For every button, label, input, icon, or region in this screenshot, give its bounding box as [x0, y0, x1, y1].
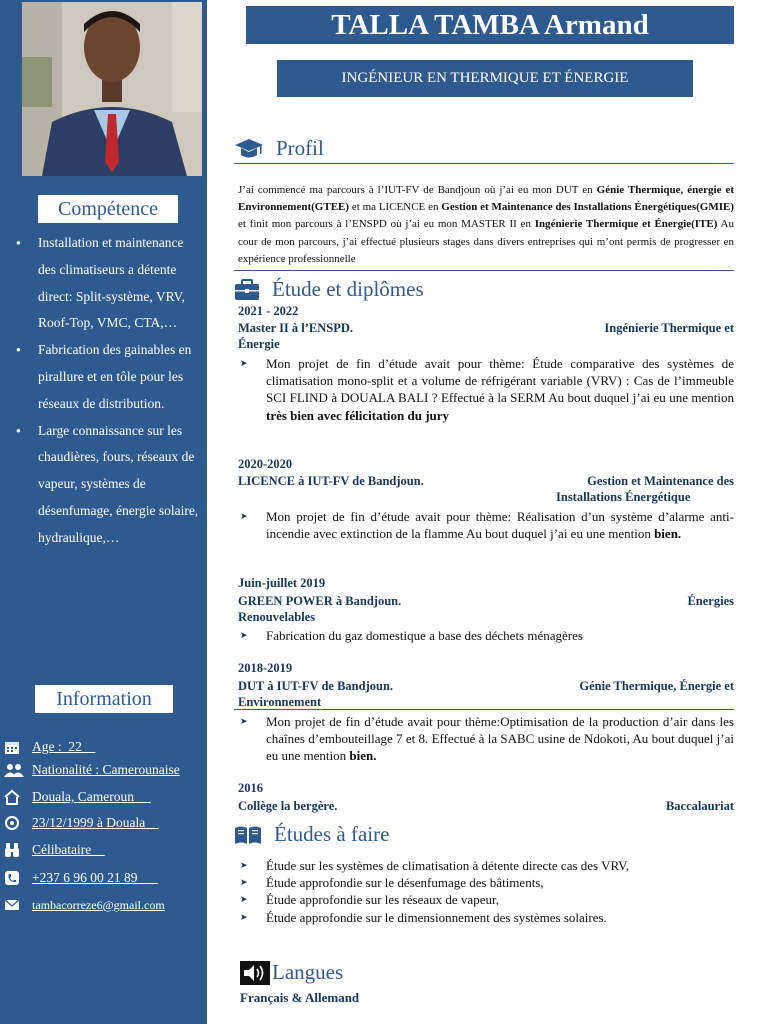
profile-text — [238, 182, 734, 268]
edu-date: 2021 - 2022 — [238, 304, 299, 318]
todo-heading-row — [234, 822, 389, 847]
edu-field: Génie Thermique, Énergie et — [579, 679, 734, 693]
education-heading-row — [234, 277, 424, 302]
info-marital-text: Célibataire — [32, 842, 105, 857]
edu-desc-text: Mon projet de fin d’étude avait pour thème: Étude comparative des systèmes de climatisation mono-split et a volume de réfrigérant variable (VRV) : Cas de l’immeuble SCI FLIND à DOUALA BALI ? Effectué à la SERM Au bout duquel j’ai eu une mention — [266, 356, 734, 406]
profile-bold-part: Ingénierie Thermique et Énergie(ITE) — [534, 218, 718, 231]
todo-heading: Études à faire — [274, 822, 390, 846]
languages-heading: Langues — [272, 960, 344, 984]
edu-degree-line — [238, 678, 734, 695]
speaker-icon — [240, 961, 270, 985]
info-nationality — [4, 758, 204, 782]
todo-item: ➤ Étude sur les systèmes de climatisation à détente directe cas des VRV, — [238, 857, 734, 874]
info-phone — [4, 866, 204, 890]
edu-field-cont: Environnement — [238, 695, 322, 709]
skills-list — [14, 230, 200, 552]
edu-field: Baccalauriat — [665, 799, 734, 813]
edu-field-cont: Renouvelables — [238, 610, 316, 624]
info-age — [4, 735, 204, 759]
skill-item: ● Large connaissance sur les chaudières, fours, réseaux de vapeur, systèmes de désenfumage, énergie solaire, hydraulique,… — [14, 418, 200, 552]
edu-description — [238, 508, 734, 542]
edu-date: 2020-2020 — [238, 457, 293, 471]
binoculars-icon — [4, 842, 32, 858]
profile-text-part: et ma LICENCE en — [349, 201, 442, 214]
edu-degree: DUT à IUT-FV de Bandjoun. — [238, 679, 394, 693]
profile-text-part: et finit mon parcours à l’ENSPD où j’ai eu mon MASTER II en — [238, 218, 535, 231]
profile-heading: Profil — [276, 136, 324, 160]
edu-desc-bold: très bien avec félicitation du jury — [266, 407, 450, 423]
info-marital — [4, 838, 204, 862]
edu-desc-bold: bien. — [654, 526, 682, 542]
info-birth-text: 23/12/1999 à Douala — [32, 815, 159, 830]
edu-description — [238, 355, 734, 424]
competence-heading: Compétence — [38, 195, 178, 223]
edu-degree-line — [238, 593, 734, 610]
phone-icon — [4, 870, 32, 886]
profile-divider — [234, 163, 734, 164]
information-heading: Information — [35, 685, 173, 713]
info-email — [4, 893, 204, 917]
edu-desc-bold: bien. — [349, 748, 377, 764]
todo-item: ➤ Étude approfondie sur le dimensionnement des systèmes solaires. — [238, 909, 734, 926]
todo-item: ➤ Étude approfondie sur le désenfumage des bâtiments, — [238, 874, 734, 891]
edu-desc-text: Mon projet de fin d’étude avait pour thème: Réalisation d’un système d’alarme anti-incendie avec extinction de la flamme Au bout duquel j’ai eu une mention — [266, 509, 734, 542]
edu-degree: LICENCE à IUT-FV de Bandjoun. — [238, 474, 424, 488]
edu-divider — [234, 709, 734, 710]
info-address — [4, 785, 204, 809]
languages-heading-row — [240, 960, 343, 985]
profile-photo — [22, 2, 202, 176]
info-phone-text[interactable]: +237 6 96 00 21 89 — [32, 870, 158, 885]
edu-description — [238, 627, 734, 644]
profile-bottom-divider — [234, 270, 734, 271]
edu-date: 2016 — [238, 781, 263, 795]
education-heading: Étude et diplômes — [272, 277, 424, 301]
profile-text-part: Au cour de mon parcours, j’ai effectué plusieurs stages dans divers entreprises qui m’ont permis de progresser en expérience professionnelle — [238, 218, 734, 265]
graduation-cap-icon — [234, 138, 264, 160]
people-icon — [4, 762, 32, 778]
edu-degree-line — [238, 798, 734, 815]
profile-bold-part: Génie Thermique, énergie et Environnement(GTEE) — [238, 184, 734, 214]
info-address-text: Douala, Cameroun — [32, 789, 151, 804]
info-nationality-text: Nationalité : Camerounaise — [32, 762, 180, 777]
edu-description — [238, 713, 734, 765]
sidebar — [0, 0, 207, 1024]
edu-degree-line — [238, 320, 734, 337]
open-book-icon — [234, 824, 262, 846]
edu-degree: GREEN POWER à Bandjoun. — [238, 594, 402, 608]
profile-heading-row — [234, 136, 324, 161]
home-icon — [4, 789, 32, 805]
edu-field: Énergies — [687, 594, 734, 608]
name-banner: TALLA TAMBA Armand — [246, 6, 734, 44]
edu-degree: Master II à l’ENSPD. — [238, 321, 354, 335]
edu-degree-line — [238, 473, 734, 490]
edu-desc-text: Fabrication du gaz domestique a base des déchets ménagères — [266, 628, 583, 643]
languages-value: Français & Allemand — [240, 990, 360, 1005]
profile-bold-part: Gestion et Maintenance des Installations Énergétiques(GMIE) — [441, 201, 734, 214]
todo-list — [238, 857, 734, 926]
edu-degree: Collège la bergère. — [238, 799, 338, 813]
edu-date: Juin-juillet 2019 — [238, 576, 326, 590]
calendar-icon — [4, 739, 32, 755]
info-birth — [4, 811, 204, 835]
skill-item: ● Installation et maintenance des climatiseurs a détente direct: Split-système, VRV, Roof-Top, VMC, CTA,… — [14, 230, 200, 337]
info-email-link[interactable]: tambacorreze6@gmail.com — [32, 897, 165, 912]
edu-field: Gestion et Maintenance des — [587, 474, 734, 488]
edu-desc-text: Mon projet de fin d’étude avait pour thème:Optimisation de la production d’air dans les chaînes d’embouteillage 7 et 8. Effectué à la SABC usine de Ndokoti, Au bout duquel j’ai eu une mention — [266, 714, 734, 764]
skill-item: ● Fabrication des gainables en pirallure et en tôle pour les réseaux de distribution. — [14, 337, 200, 417]
info-age-text: Age : 22 — [32, 739, 96, 754]
edu-field-cont: Énergie — [238, 337, 280, 351]
briefcase-icon — [234, 279, 260, 301]
location-pin-icon — [4, 815, 32, 831]
edu-field-cont: Installations Énergétique — [556, 490, 691, 504]
profile-text-part: J’ai commencé ma parcours à l’IUT-FV de Bandjoun où j’ai eu mon DUT en — [238, 184, 597, 196]
mail-icon — [4, 899, 32, 911]
todo-item: ➤ Étude approfondie sur les réseaux de vapeur, — [238, 891, 734, 908]
edu-field: Ingénierie Thermique et — [604, 321, 734, 335]
job-title-banner: INGÉNIEUR EN THERMIQUE ET ÉNERGIE — [277, 60, 693, 97]
edu-date: 2018-2019 — [238, 661, 293, 675]
